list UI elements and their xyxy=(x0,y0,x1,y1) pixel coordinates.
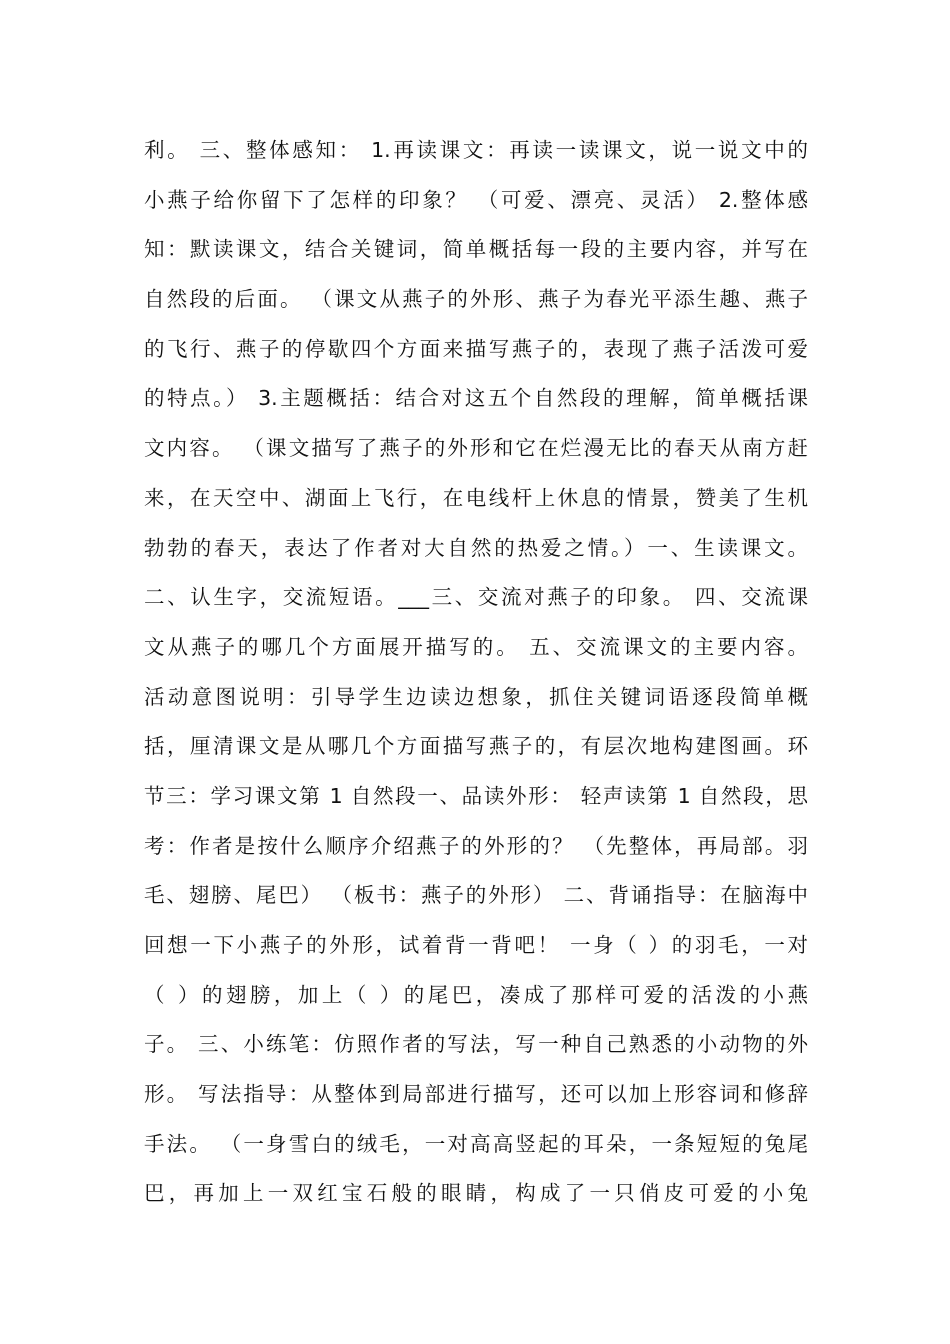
text-line: 活动意图说明：引导学生边读边想象，抓住关键词语逐段简单概 xyxy=(144,684,808,709)
text-line: 文从燕子的哪几个方面展开描写的。 五、交流课文的主要内容。 xyxy=(144,634,808,659)
text-line: 括，厘清课文是从哪几个方面描写燕子的，有层次地构建图画。环 xyxy=(144,734,808,759)
text-line: 回想一下小燕子的外形，试着背一背吧！ 一身（ ）的羽毛，一对 xyxy=(144,933,808,957)
text-line: 二、认生字，交流短语。___三、交流对燕子的印象。 四、交流课 xyxy=(144,585,808,610)
text-line: 毛、翅膀、尾巴） （板书：燕子的外形） 二、背诵指导：在脑海中 xyxy=(144,883,808,908)
text-line: 巴，再加上一双红宝石般的眼睛，构成了一只俏皮可爱的小兔 xyxy=(144,1181,808,1206)
text-line: 节三：学习课文第 1 自然段一、品读外形： 轻声读第 1 自然段，思 xyxy=(144,783,808,808)
text-line: 子。 三、小练笔：仿照作者的写法，写一种自己熟悉的小动物的外 xyxy=(144,1032,808,1057)
text-line: 考：作者是按什么顺序介绍燕子的外形的？ （先整体，再局部。羽 xyxy=(144,833,808,858)
text-line: 利。 三、整体感知： 1.再读课文：再读一读课文，说一说文中的 xyxy=(144,138,808,162)
body-text xyxy=(144,126,808,1219)
text-line: （ ）的翅膀，加上（ ）的尾巴，凑成了那样可爱的活泼的小燕 xyxy=(144,982,808,1007)
text-line: 手法。 （一身雪白的绒毛，一对高高竖起的耳朵，一条短短的兔尾 xyxy=(144,1131,808,1156)
text-line: 小燕子给你留下了怎样的印象？ （可爱、漂亮、灵活） 2.整体感 xyxy=(144,187,808,212)
text-line: 形。 写法指导：从整体到局部进行描写，还可以加上形容词和修辞 xyxy=(144,1082,808,1107)
text-line: 的特点。） 3.主题概括：结合对这五个自然段的理解，简单概括课 xyxy=(144,386,808,411)
text-line: 文内容。 （课文描写了燕子的外形和它在烂漫无比的春天从南方赶 xyxy=(144,436,808,461)
text-line: 知：默读课文，结合关键词，简单概括每一段的主要内容，并写在 xyxy=(144,237,808,262)
text-line: 勃勃的春天，表达了作者对大自然的热爱之情。）一、生读课文。 xyxy=(144,535,808,560)
text-line: 的飞行、燕子的停歇四个方面来描写燕子的，表现了燕子活泼可爱 xyxy=(144,336,808,361)
text-line: 来，在天空中、湖面上飞行，在电线杆上休息的情景，赞美了生机 xyxy=(144,485,808,510)
text-line: 自然段的后面。 （课文从燕子的外形、燕子为春光平添生趣、燕子 xyxy=(144,287,808,312)
